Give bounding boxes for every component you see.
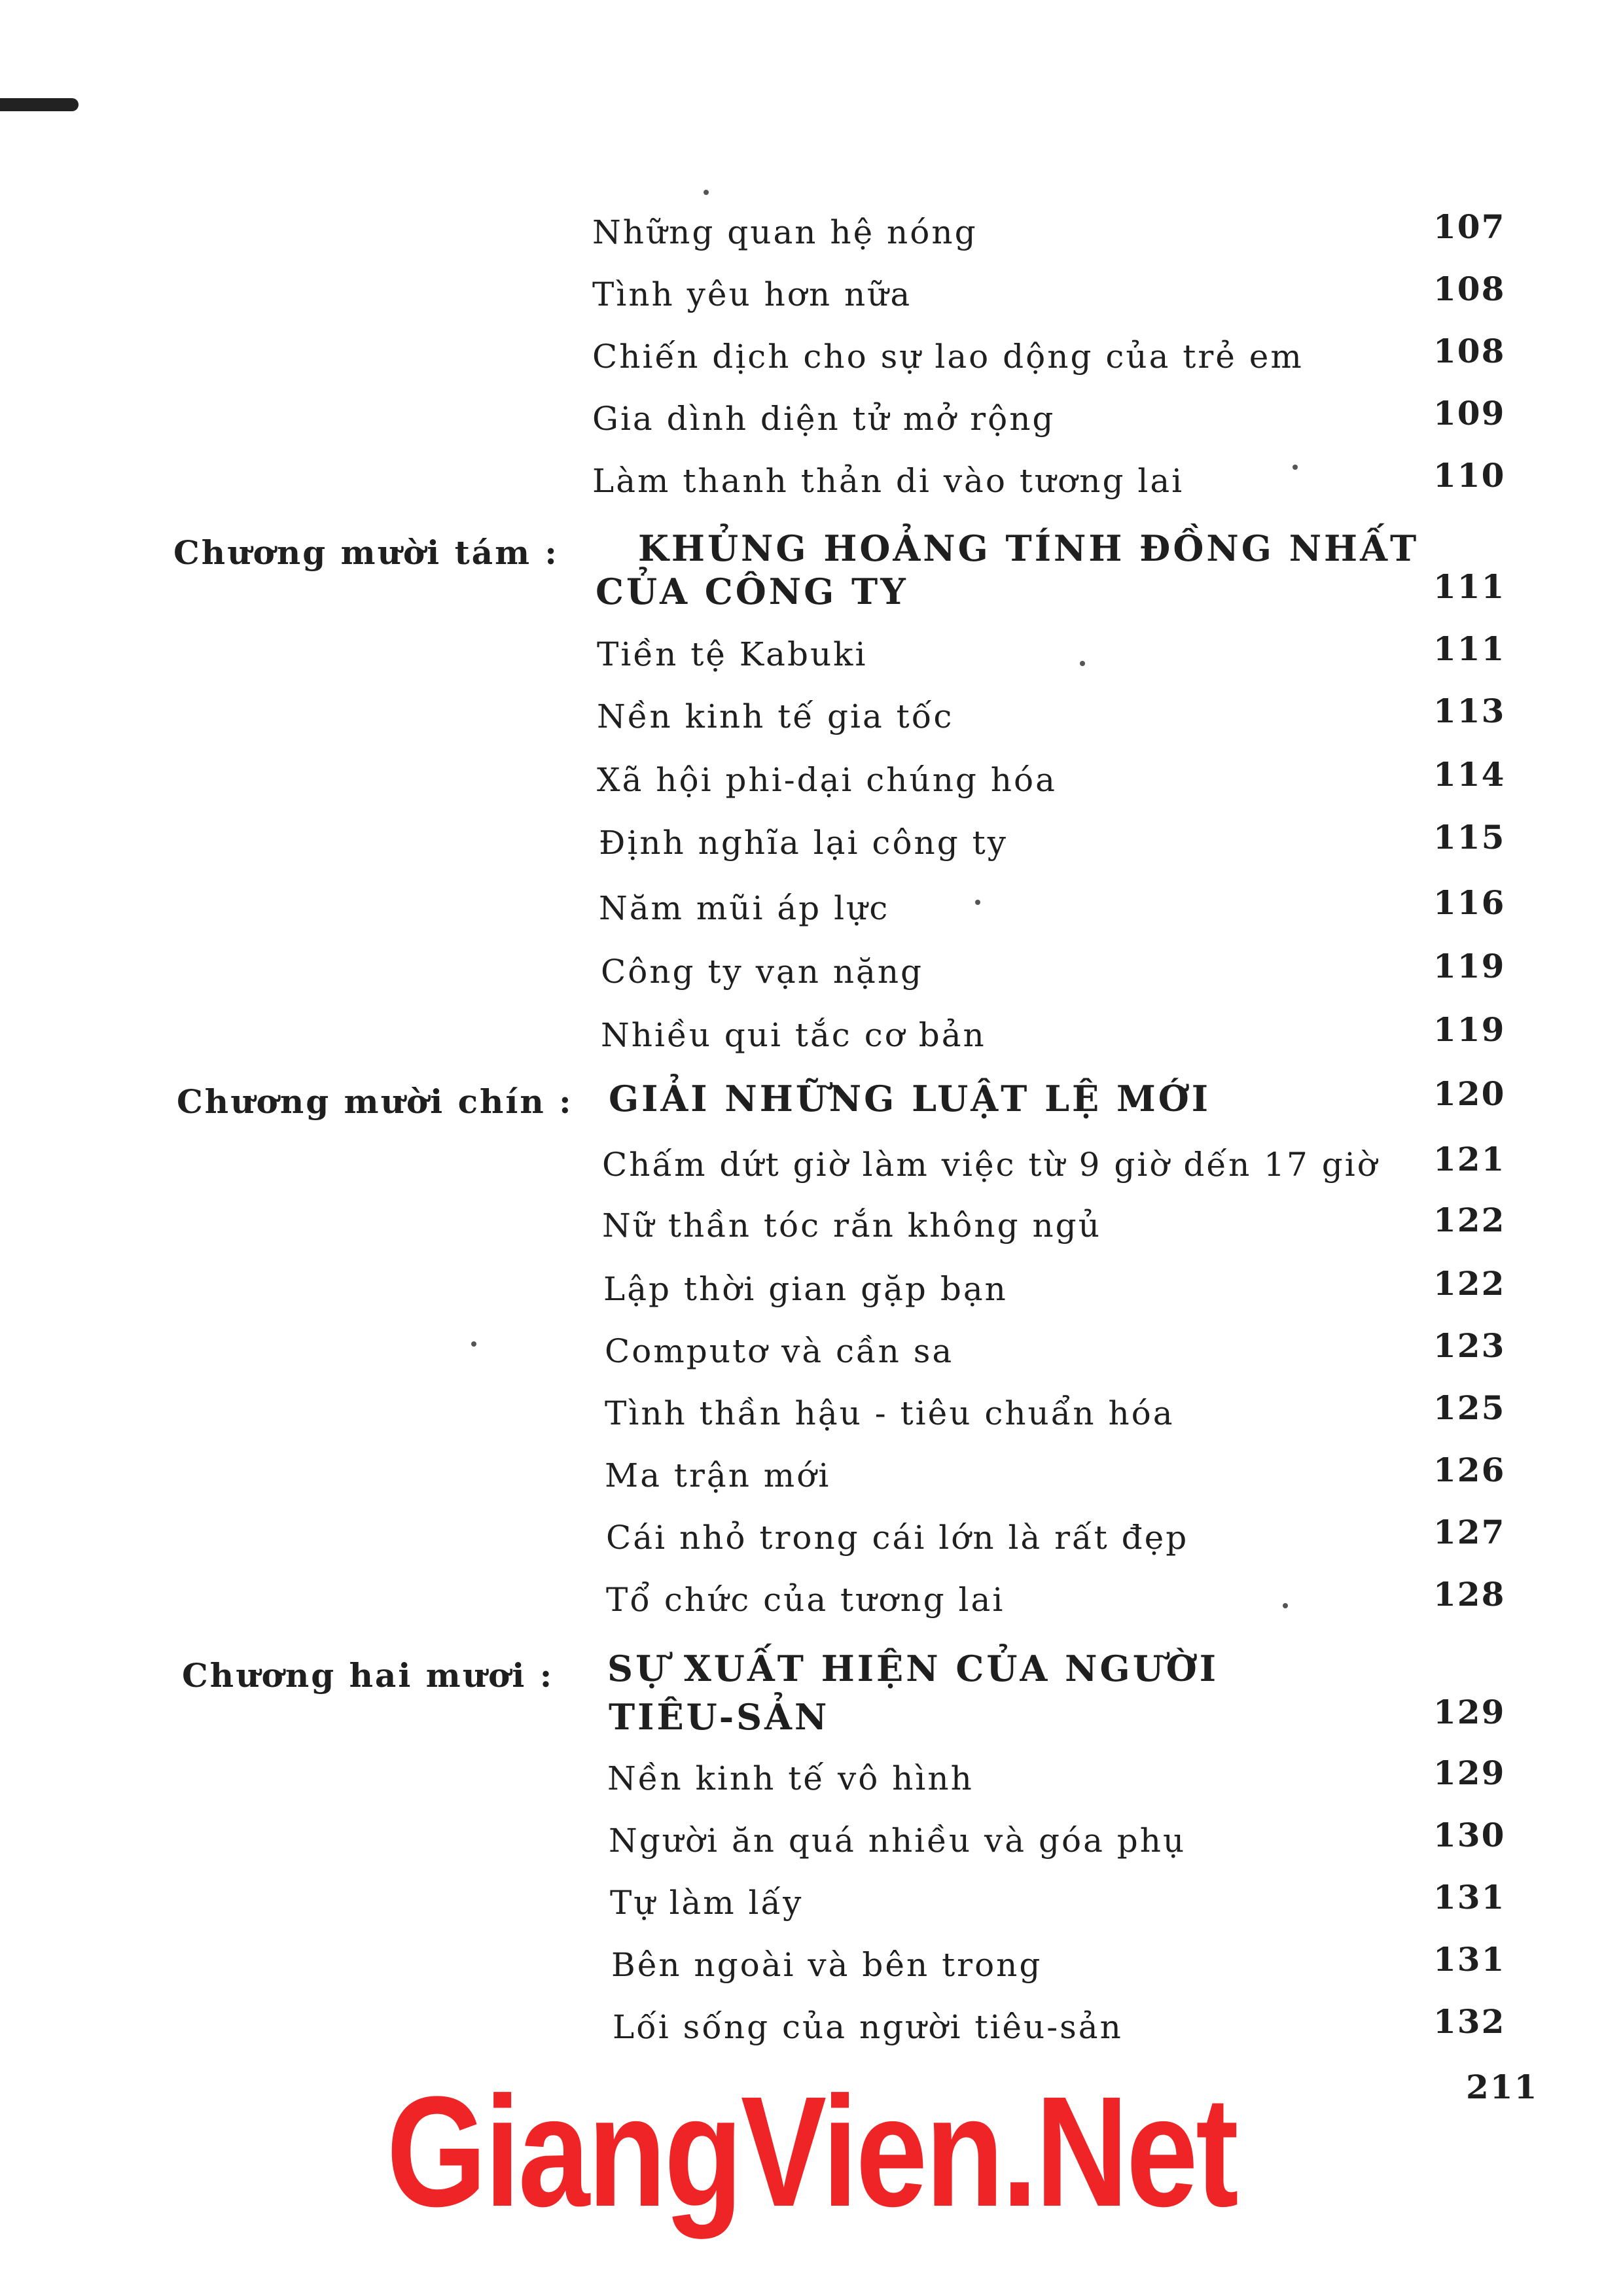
toc-entry	[0, 629, 1623, 674]
toc-entry-page: 113	[1433, 692, 1506, 730]
toc-entry-page: 115	[1433, 818, 1506, 857]
toc-entry	[0, 1140, 1623, 1184]
toc-entry	[0, 1388, 1623, 1433]
chapter-title: GIẢI NHỮNG LUẬT LỆ MỚI	[609, 1078, 1211, 1120]
toc-entry-page: 108	[1433, 270, 1506, 308]
toc-entry-title: Gia dình diện tử mở rộng	[592, 400, 1056, 438]
toc-entry	[0, 1451, 1623, 1495]
toc-entry	[0, 1010, 1623, 1055]
toc-entry-title: Nền kinh tế vô hình	[607, 1759, 974, 1797]
watermark: GiangVien.Net	[386, 2064, 1237, 2239]
toc-entry	[0, 1878, 1623, 1922]
toc-entry-page: 120	[1433, 1074, 1506, 1113]
toc-entry-title: Những quan hệ nóng	[592, 213, 978, 251]
toc-entry-title: Người ăn quá nhiều và góa phụ	[609, 1822, 1186, 1860]
page-number: 211	[1466, 2068, 1539, 2106]
scan-speck	[1283, 1603, 1288, 1608]
scan-speck	[975, 900, 980, 905]
toc-entry-title: Nền kinh tế gia tốc	[597, 698, 954, 735]
toc-entry	[0, 1201, 1623, 1245]
chapter-heading-continued	[0, 567, 1623, 612]
chapter-title: CỦA CÔNG TY	[596, 571, 908, 612]
toc-entry-title: Làm thanh thản di vào tương lai	[592, 462, 1185, 500]
toc-entry	[0, 1513, 1623, 1557]
toc-entry-page: 109	[1433, 394, 1506, 433]
chapter-label: Chương hai mươi :	[182, 1656, 554, 1695]
toc-entry-page: 129	[1433, 1693, 1506, 1731]
toc-entry-title: Định nghĩa lại công ty	[599, 824, 1008, 862]
toc-entry	[0, 818, 1623, 862]
toc-entry-title: Ma trận mới	[605, 1457, 831, 1494]
chapter-title: KHỦNG HOẢNG TÍNH ĐỒNG NHẤT	[638, 527, 1419, 569]
chapter-heading-continued	[0, 1693, 1623, 1738]
toc-entry	[0, 270, 1623, 314]
toc-entry	[0, 332, 1623, 376]
toc-entry-page: 108	[1433, 332, 1506, 370]
chapter-heading	[0, 527, 1623, 573]
toc-entry-page: 127	[1433, 1513, 1506, 1551]
toc-entry-page: 111	[1433, 567, 1506, 606]
toc-entry-page: 126	[1433, 1451, 1506, 1489]
toc-entry-title: Xã hội phi-dại chúng hóa	[597, 761, 1057, 799]
toc-entry-page: 131	[1433, 1878, 1506, 1916]
toc-entry	[0, 755, 1623, 800]
toc-entry	[0, 883, 1623, 928]
toc-entry	[0, 1326, 1623, 1371]
toc-entry-title: Tự làm lấy	[610, 1884, 804, 1922]
toc-entry-page: 123	[1433, 1326, 1506, 1365]
toc-entry-title: Năm mũi áp lực	[599, 889, 890, 927]
scan-speck	[1080, 661, 1085, 666]
scan-speck	[1293, 465, 1298, 470]
scan-speck	[471, 1341, 476, 1347]
toc-entry-page: 107	[1433, 207, 1506, 246]
toc-entry-page: 122	[1433, 1264, 1506, 1303]
toc-entry-page: 132	[1433, 2002, 1506, 2041]
toc-entry	[0, 947, 1623, 991]
toc-entry-page: 129	[1433, 1754, 1506, 1792]
toc-entry-title: Lập thời gian gặp bạn	[603, 1270, 1008, 1308]
toc-entry-page: 122	[1433, 1201, 1506, 1239]
toc-entry-title: Chiến dịch cho sự lao dộng của trẻ em	[592, 338, 1304, 376]
toc-entry	[0, 692, 1623, 736]
toc-entry	[0, 207, 1623, 252]
chapter-label: Chương mười chín :	[177, 1082, 573, 1121]
chapter-title: TIÊU-SẢN	[609, 1696, 830, 1738]
toc-entry-title: Tình yêu hơn nữa	[592, 275, 912, 313]
toc-entry-page: 119	[1433, 1010, 1506, 1049]
toc-entry	[0, 394, 1623, 438]
toc-entry-page: 116	[1433, 883, 1506, 922]
chapter-heading	[0, 1074, 1623, 1121]
toc-entry-page: 121	[1433, 1140, 1506, 1178]
toc-entry	[0, 456, 1623, 501]
toc-entry	[0, 1816, 1623, 1860]
toc-entry-title: Computơ và cần sa	[605, 1332, 954, 1370]
toc-entry	[0, 1575, 1623, 1619]
toc-entry-title: Nhiều qui tắc cơ bản	[601, 1016, 986, 1054]
chapter-label: Chương mười tám :	[173, 533, 559, 572]
toc-entry-title: Công ty vạn nặng	[601, 953, 924, 991]
toc-entry	[0, 1754, 1623, 1798]
toc-entry-title: Tình thần hậu - tiêu chuẩn hóa	[605, 1394, 1175, 1432]
toc-entry-title: Cái nhỏ trong cái lớn là rất đẹp	[606, 1519, 1189, 1557]
toc-entry-page: 119	[1433, 947, 1506, 985]
toc-entry-page: 125	[1433, 1388, 1506, 1427]
toc-entry-page: 131	[1433, 1940, 1506, 1979]
toc-entry-title: Nữ thần tóc rắn không ngủ	[602, 1207, 1101, 1245]
toc-entry-title: Tiền tệ Kabuki	[597, 635, 868, 673]
toc-entry-page: 130	[1433, 1816, 1506, 1854]
toc-entry-page: 114	[1433, 755, 1506, 794]
chapter-title: SỰ XUẤT HIỆN CỦA NGƯỜI	[607, 1648, 1219, 1689]
toc-entry-page: 128	[1433, 1575, 1506, 1614]
toc-entry-title: Lối sống của người tiêu-sản	[613, 2008, 1123, 2046]
toc-entry-title: Bên ngoài và bên trong	[611, 1946, 1043, 1984]
toc-entry-page: 110	[1433, 456, 1506, 495]
scan-speck	[704, 190, 709, 195]
chapter-heading	[0, 1648, 1623, 1695]
toc-entry	[0, 2002, 1623, 2047]
toc-entry-title: Chấm dứt giờ làm việc từ 9 giờ dến 17 giờ	[602, 1146, 1379, 1184]
scan-edge-mark	[0, 98, 79, 111]
toc-entry	[0, 1264, 1623, 1309]
toc-entry-title: Tổ chức của tương lai	[606, 1581, 1005, 1619]
toc-entry-page: 111	[1433, 629, 1506, 668]
toc-entry	[0, 1940, 1623, 1985]
